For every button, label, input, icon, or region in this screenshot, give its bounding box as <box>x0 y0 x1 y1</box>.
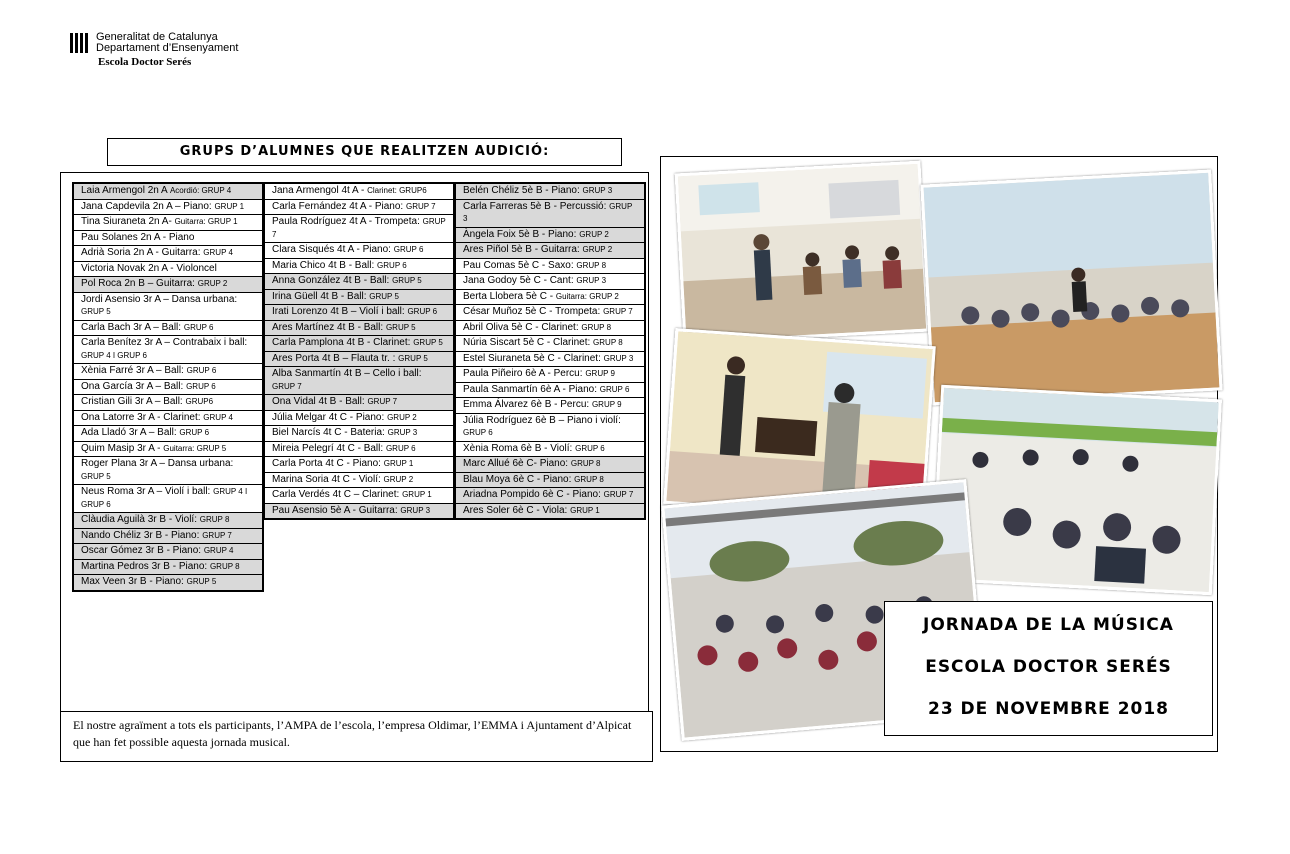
banner-title: JORNADA DE LA MÚSICA <box>923 615 1174 635</box>
student-entry <box>456 243 644 259</box>
student-entry <box>74 442 262 458</box>
student-entry <box>74 364 262 380</box>
student-name: Ada Lladó 3r A – Ball: <box>81 427 177 438</box>
student-name: Pau Comas 5è C - Saxo: <box>463 259 574 271</box>
student-entry <box>456 259 644 275</box>
student-group: GRUP 2 <box>579 229 609 239</box>
student-name: Abril Oliva 5è C - Clarinet: <box>463 321 579 333</box>
student-entry <box>74 336 262 364</box>
org-line2: Departament d’Ensenyament <box>96 42 239 54</box>
student-group: GRUP 2 <box>197 279 228 288</box>
student-entry <box>456 352 644 368</box>
student-entry <box>74 457 262 485</box>
student-name: Ares Soler 6è C - Viola: <box>463 504 568 516</box>
student-group: GRUP 8 <box>574 474 604 484</box>
student-group: GRUP 5 <box>413 338 443 347</box>
student-entry <box>265 352 453 368</box>
student-name: Ona García 3r A – Ball: <box>81 380 184 392</box>
student-entry <box>74 426 262 442</box>
student-entry <box>265 442 453 458</box>
student-entry <box>265 259 453 275</box>
student-group: GRUP 2 <box>383 474 414 484</box>
student-name: Adrià Soria 2n A - Guitarra: <box>81 247 201 258</box>
student-group: GRUP 9 <box>591 400 622 409</box>
student-group: GRUP 5 <box>81 471 111 481</box>
student-group: GRUP 5 <box>369 291 399 301</box>
student-group: GRUP 8 <box>581 322 612 332</box>
student-name: Berta Llobera 5è C - <box>463 290 554 302</box>
student-entry <box>456 184 644 200</box>
student-group: GRUP 6 <box>393 245 424 254</box>
student-group: GRUP 6 <box>183 322 214 332</box>
student-group: GRUP 8 <box>570 459 601 468</box>
student-name: Quim Masip 3r A - <box>81 442 161 454</box>
student-name: Biel Narcís 4t C - Bateria: <box>272 427 385 438</box>
student-name: Pau Solanes 2n A - Piano <box>81 231 195 243</box>
student-group: GRUP 1 <box>570 505 600 515</box>
student-name: Ares Porta 4t B – Flauta tr. : <box>272 352 396 364</box>
student-name: Cristian Gili 3r A – Ball: <box>81 396 183 407</box>
student-group: GRUP 4 <box>203 546 234 555</box>
student-name: Paula Sanmartín 6è A - Piano: <box>463 383 597 395</box>
student-group: GRUP 7 <box>272 217 446 239</box>
student-entry <box>74 277 262 293</box>
student-name: Carla Pamplona 4t B - Clarinet: <box>272 337 411 348</box>
student-group: GRUP 1 <box>402 490 432 499</box>
student-group: GRUP 7 <box>202 530 232 540</box>
student-name: Pau Asensio 5è A - Guitarra: <box>272 504 398 516</box>
student-group: GRUP 2 <box>582 245 613 254</box>
student-entry <box>456 321 644 337</box>
student-column-3 <box>454 182 646 520</box>
photo-gym-dance <box>920 170 1222 406</box>
student-name: Nando Chéliz 3r B - Piano: <box>81 529 200 541</box>
student-group: GRUP 8 <box>199 515 230 524</box>
student-name: Marina Soria 4t C - Violí: <box>272 473 381 485</box>
student-group: GRUP 5 <box>392 276 422 285</box>
student-name: Ares Piñol 5è B - Guitarra: <box>463 244 580 255</box>
student-name: Jana Capdevila 2n A – Piano: <box>81 200 212 212</box>
student-name: Belén Chéliz 5è B - Piano: <box>463 185 580 196</box>
student-group: GRUP 7 <box>603 307 633 316</box>
student-group: GRUP 4 <box>203 248 233 257</box>
student-name: Núria Siscart 5è C - Clarinet: <box>463 337 591 348</box>
student-group: GRUP 6 <box>575 443 605 453</box>
student-group: GRUP 5 <box>398 353 428 363</box>
student-entry <box>456 504 644 519</box>
student-group: GRUP 4 I GRUP 6 <box>81 487 248 509</box>
student-name: Ona Latorre 3r A - Clarinet: <box>81 411 201 423</box>
student-entry <box>456 414 644 442</box>
student-name: Marc Allué 6è C- Piano: <box>463 458 569 469</box>
student-name: Maria Chico 4t B - Ball: <box>272 259 375 271</box>
student-group: GRUP 2 <box>387 412 417 422</box>
student-group: GRUP 9 <box>585 369 615 378</box>
student-group: Clarinet: GRUP6 <box>367 186 427 195</box>
student-group: Guitarra: GRUP 5 <box>163 443 227 453</box>
student-name: Carla Benítez 3r A – Contrabaix i ball: <box>81 337 248 348</box>
student-group: GRUP 6 <box>377 260 407 270</box>
student-entry <box>265 243 453 259</box>
student-name: Alba Sanmartín 4t B – Cello i ball: <box>272 368 422 379</box>
student-entry <box>456 398 644 414</box>
student-group: GRUP 6 <box>407 307 438 316</box>
student-group: GRUP 6 <box>186 381 216 391</box>
generalitat-logo <box>70 31 239 68</box>
student-name: Xènia Farré 3r A – Ball: <box>81 365 184 376</box>
student-name: Carla Fernández 4t A - Piano: <box>272 200 404 212</box>
student-name: Blau Moya 6è C - Piano: <box>463 473 572 485</box>
student-group: GRUP 7 <box>367 397 398 406</box>
table-title: GRUPS D’ALUMNES QUE REALITZEN AUDICIÓ: <box>107 138 622 166</box>
student-entry <box>74 560 262 576</box>
student-entry <box>456 228 644 244</box>
student-entry <box>265 488 453 504</box>
student-entry <box>265 336 453 352</box>
banner-school: ESCOLA DOCTOR SERÉS <box>925 657 1172 677</box>
student-group: GRUP 1 <box>383 459 414 468</box>
student-name: Irati Lorenzo 4t B – Violí i ball: <box>272 306 405 317</box>
student-entry <box>74 411 262 427</box>
student-name: Júlia Melgar 4t C - Piano: <box>272 411 385 423</box>
student-entry <box>74 246 262 262</box>
student-name: Júlia Rodríguez 6è B – Piano i violí: <box>463 414 621 426</box>
student-entry <box>265 184 453 200</box>
student-entry <box>456 383 644 399</box>
student-group: GRUP 3 <box>387 428 418 437</box>
student-name: Roger Plana 3r A – Dansa urbana: <box>81 458 234 469</box>
student-entry <box>74 231 262 247</box>
student-entry <box>74 485 262 513</box>
photo-classroom-drums <box>675 161 930 345</box>
student-name: Clara Sisqués 4t A - Piano: <box>272 244 391 255</box>
student-entry <box>74 262 262 278</box>
student-entry <box>265 395 453 411</box>
student-entry <box>265 457 453 473</box>
student-group: GRUP 7 <box>272 381 302 391</box>
student-entry <box>265 426 453 442</box>
student-name: Paula Rodríguez 4t A - Trompeta: <box>272 216 420 227</box>
student-name: Àngela Foix 5è B - Piano: <box>463 228 577 240</box>
student-entry <box>456 200 644 228</box>
student-name: Carla Farreras 5è B - Percussió: <box>463 200 607 212</box>
student-name: Neus Roma 3r A – Violí i ball: <box>81 486 211 497</box>
student-group: GRUP 8 <box>593 338 623 347</box>
photo-guitar-ensemble <box>931 385 1222 595</box>
student-entry <box>265 504 453 519</box>
student-name: Pol Roca 2n B – Guitarra: <box>81 278 195 289</box>
student-group: GRUP 7 <box>405 201 436 211</box>
student-entry <box>456 336 644 352</box>
student-name: Emma Álvarez 6è B - Percu: <box>463 399 590 410</box>
student-group: GRUP 4 <box>203 412 233 422</box>
student-name: Jordi Asensio 3r A – Dansa urbana: <box>81 293 238 305</box>
student-name: Oscar Gómez 3r B - Piano: <box>81 545 202 556</box>
student-group: GRUP 5 <box>186 577 217 586</box>
student-group: GRUP6 <box>185 397 214 406</box>
student-name: Xènia Roma 6è B - Violí: <box>463 442 573 454</box>
student-name: Carla Bach 3r A – Ball: <box>81 321 182 333</box>
student-group: Acordió: GRUP 4 <box>169 186 232 195</box>
student-name: Carla Verdés 4t C – Clarinet: <box>272 489 400 500</box>
student-entry <box>265 200 453 216</box>
student-group: GRUP 8 <box>209 561 240 571</box>
student-group: GRUP 7 <box>603 490 634 499</box>
student-name: Ariadna Pompido 6è C - Piano: <box>463 489 601 500</box>
student-entry <box>456 473 644 489</box>
student-name: Carla Porta 4t C - Piano: <box>272 458 381 469</box>
student-group: GRUP 3 <box>463 201 633 223</box>
student-entry <box>74 575 262 590</box>
student-entry <box>74 184 262 200</box>
student-entry <box>74 513 262 529</box>
school-name: Escola Doctor Serés <box>98 56 192 68</box>
student-entry <box>456 290 644 306</box>
student-name: César Muñoz 5è C - Trompeta: <box>463 306 601 317</box>
student-name: Jana Godoy 5è C - Cant: <box>463 275 574 286</box>
student-entry <box>74 529 262 545</box>
student-name: Paula Piñeiro 6è A - Percu: <box>463 368 583 379</box>
student-group: GRUP 6 <box>179 428 210 437</box>
student-group: GRUP 6 <box>599 384 630 394</box>
student-group: Guitarra: GRUP 2 <box>555 291 619 301</box>
student-group: GRUP 5 <box>81 307 111 316</box>
student-entry <box>456 457 644 473</box>
student-group: GRUP 4 I GRUP 6 <box>81 350 147 360</box>
student-name: Jana Armengol 4t A - <box>272 185 365 196</box>
student-name: Laia Armengol 2n A <box>81 185 168 196</box>
student-group: GRUP 6 <box>385 443 416 453</box>
student-entry <box>74 544 262 560</box>
student-entry <box>265 321 453 337</box>
student-name: Victoria Novak 2n A - Violoncel <box>81 262 217 274</box>
student-entry <box>456 442 644 458</box>
student-group: GRUP 3 <box>603 353 634 363</box>
student-entry <box>456 367 644 383</box>
student-entry <box>265 215 453 243</box>
student-group: GRUP 3 <box>582 186 613 195</box>
student-name: Irina Güell 4t B - Ball: <box>272 290 367 302</box>
student-group: GRUP 1 <box>214 201 245 211</box>
event-banner <box>884 601 1213 736</box>
student-entry <box>265 367 453 395</box>
student-entry <box>265 411 453 427</box>
student-group: GRUP 3 <box>576 276 607 285</box>
student-entry <box>74 380 262 396</box>
student-name: Ona Vidal 4t B - Ball: <box>272 396 365 407</box>
acknowledgement-text: El nostre agraïment a tots els participants, l’AMPA de l’escola, l’empresa Oldimar, l’EMMA i Ajuntament d’Alpicat que han fet possible aquesta jornada musical. <box>60 711 653 762</box>
student-entry <box>456 488 644 504</box>
org-line1: Generalitat de Catalunya <box>96 31 218 43</box>
student-name: Clàudia Aguilà 3r B - Violí: <box>81 514 197 525</box>
student-entry <box>74 321 262 337</box>
student-entry <box>265 305 453 321</box>
generalitat-emblem-icon <box>70 33 90 53</box>
student-group: GRUP 8 <box>576 260 607 270</box>
student-group: GRUP 6 <box>463 428 493 437</box>
banner-date: 23 DE NOVEMBRE 2018 <box>927 699 1170 719</box>
student-column-2 <box>263 182 455 520</box>
student-group: GRUP 6 <box>186 366 217 375</box>
student-entry <box>456 305 644 321</box>
student-group: GRUP 5 <box>385 322 416 332</box>
student-name: Max Veen 3r B - Piano: <box>81 576 184 587</box>
student-entry <box>74 395 262 411</box>
student-entry <box>74 293 262 321</box>
student-group: GRUP 3 <box>400 505 431 515</box>
student-entry <box>265 473 453 489</box>
student-name: Tina Siuraneta 2n A- <box>81 216 172 227</box>
student-entry <box>265 290 453 306</box>
student-column-1 <box>72 182 264 592</box>
student-entry <box>74 200 262 216</box>
student-name: Anna González 4t B - Ball: <box>272 275 390 286</box>
student-entry <box>74 215 262 231</box>
student-entry <box>456 274 644 290</box>
student-group: Guitarra: GRUP 1 <box>174 217 238 226</box>
student-name: Mireia Pelegrí 4t C - Ball: <box>272 442 384 454</box>
student-name: Martina Pedros 3r B - Piano: <box>81 560 208 572</box>
student-name: Ares Martínez 4t B - Ball: <box>272 321 384 333</box>
student-name: Estel Siuraneta 5è C - Clarinet: <box>463 352 601 364</box>
student-entry <box>265 274 453 290</box>
